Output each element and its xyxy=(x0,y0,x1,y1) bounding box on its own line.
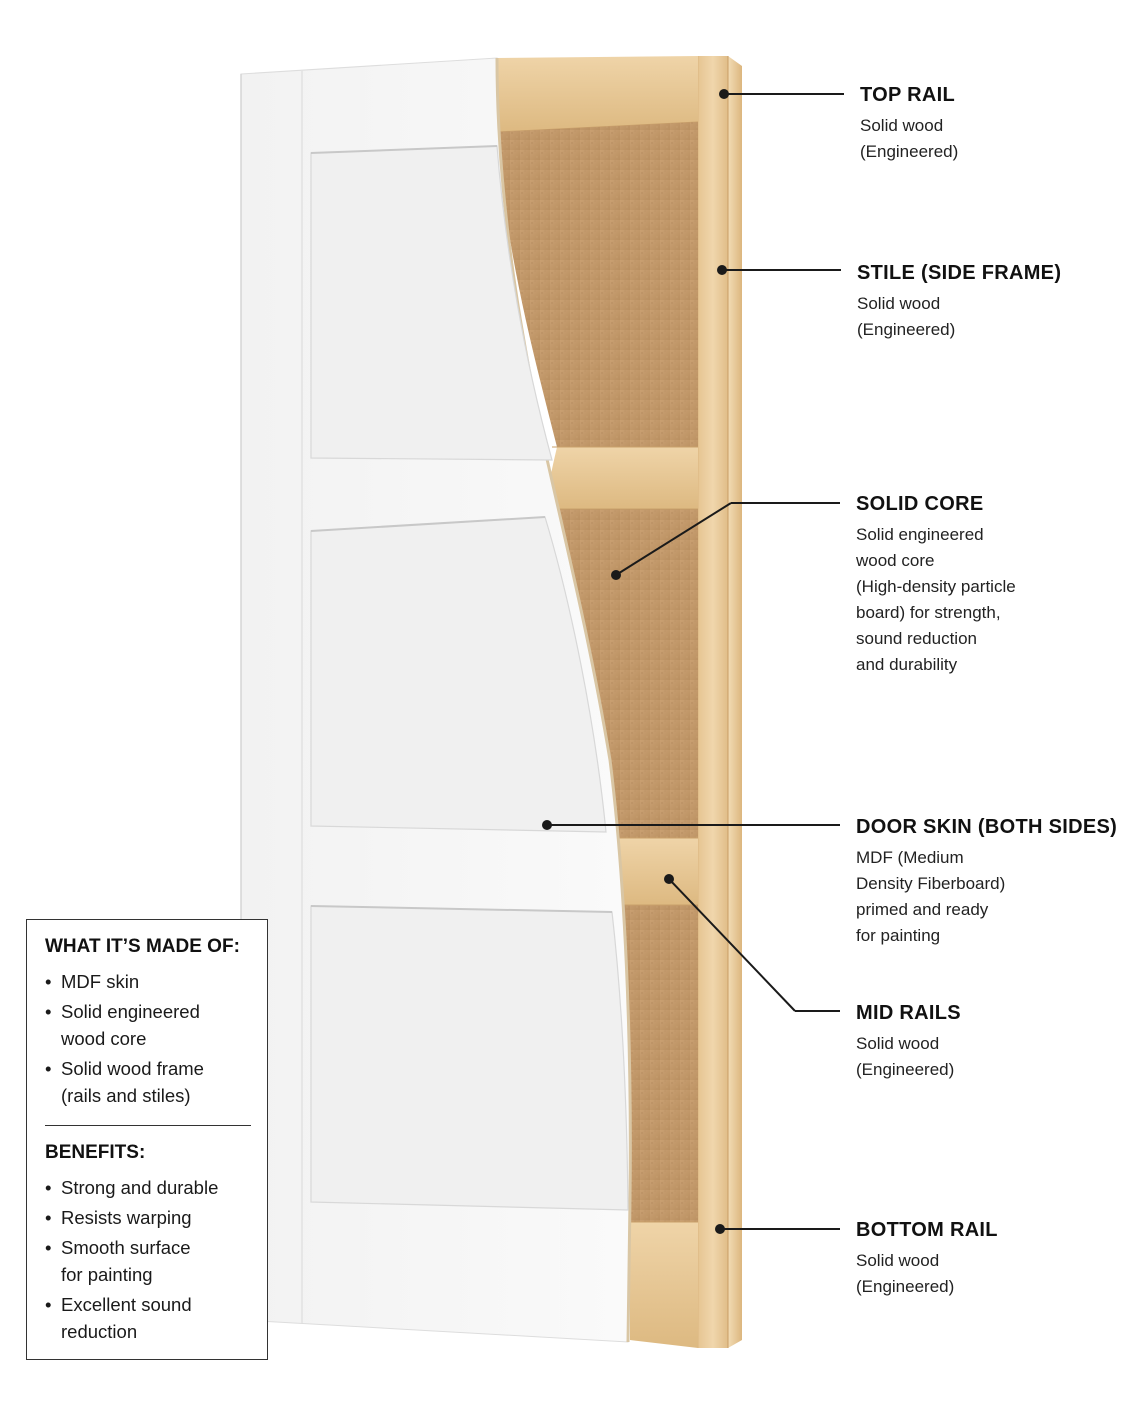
list-item-line: for painting xyxy=(61,1264,153,1285)
desc-line: (Engineered) xyxy=(857,320,956,339)
list-item xyxy=(45,1291,267,1345)
made-of-heading: WHAT IT’S MADE OF: xyxy=(45,936,240,957)
callout-mid-rails-title: MID RAILS xyxy=(856,1002,961,1024)
callout-stile-title: STILE (SIDE FRAME) xyxy=(857,262,1062,284)
callout-door-skin-title: DOOR SKIN (BOTH SIDES) xyxy=(856,816,1118,838)
callout-top-rail-title: TOP RAIL xyxy=(860,84,956,106)
mid-rail-upper xyxy=(544,447,698,509)
callout-door-skin-desc xyxy=(856,845,1117,949)
list-item xyxy=(45,998,267,1052)
desc-line: Solid wood xyxy=(857,294,941,313)
desc-line: (High-density particle xyxy=(856,577,1016,596)
callout-bottom-rail-title: BOTTOM RAIL xyxy=(856,1219,998,1241)
list-item-line: (rails and stiles) xyxy=(61,1085,191,1106)
desc-line: Density Fiberboard) xyxy=(856,874,1006,893)
list-item-line: reduction xyxy=(61,1321,138,1342)
desc-line: (Engineered) xyxy=(856,1060,955,1079)
benefits-list xyxy=(45,1174,267,1345)
desc-line: primed and ready xyxy=(856,900,989,919)
desc-line: board) for strength, xyxy=(856,603,1001,622)
benefits-heading: BENEFITS: xyxy=(45,1142,146,1163)
list-item-line: • Resists warping xyxy=(61,1207,192,1228)
list-item-line: • Strong and durable xyxy=(61,1177,219,1198)
desc-line: for painting xyxy=(856,926,941,945)
callout-top-rail xyxy=(860,83,958,165)
callout-solid-core-title: SOLID CORE xyxy=(856,493,984,515)
top-rail xyxy=(497,56,698,132)
desc-line: wood core xyxy=(856,551,935,570)
callout-stile-desc xyxy=(857,291,1061,343)
info-box-divider xyxy=(45,1125,251,1126)
list-item xyxy=(45,968,267,995)
info-box xyxy=(26,919,268,1360)
desc-line: (Engineered) xyxy=(860,142,959,161)
callout-bottom-rail xyxy=(856,1218,998,1300)
callout-mid-rails-desc xyxy=(856,1031,961,1083)
list-item-line: • Excellent sound xyxy=(61,1294,192,1315)
callout-solid-core-desc xyxy=(856,522,1016,678)
callout-top-rail-desc xyxy=(860,113,958,165)
list-item-line: • Solid wood frame xyxy=(61,1058,204,1079)
desc-line: sound reduction xyxy=(856,629,977,648)
desc-line: Solid wood xyxy=(856,1034,940,1053)
list-item-line: • MDF skin xyxy=(61,971,140,992)
list-item-line: wood core xyxy=(61,1028,147,1049)
callout-solid-core xyxy=(856,492,1016,678)
callout-mid-rails xyxy=(856,1001,961,1083)
desc-line: Solid wood xyxy=(856,1251,940,1270)
desc-line: MDF (Medium xyxy=(856,848,964,867)
callout-door-skin xyxy=(856,815,1117,949)
desc-line: and durability xyxy=(856,655,958,674)
list-item-line: • Smooth surface xyxy=(61,1237,191,1258)
desc-line: (Engineered) xyxy=(856,1277,955,1296)
list-item xyxy=(45,1174,267,1201)
callout-bottom-rail-desc xyxy=(856,1248,998,1300)
desc-line: Solid wood xyxy=(860,116,944,135)
list-item-line: • Solid engineered xyxy=(61,1001,200,1022)
callout-stile xyxy=(857,261,1061,343)
list-item xyxy=(45,1055,267,1109)
made-of-list xyxy=(45,968,267,1109)
list-item xyxy=(45,1204,267,1231)
right-stile xyxy=(698,56,742,1348)
bottom-rail xyxy=(630,1222,698,1348)
list-item xyxy=(45,1234,267,1288)
desc-line: Solid engineered xyxy=(856,525,984,544)
skin-panel-lower xyxy=(311,906,628,1210)
